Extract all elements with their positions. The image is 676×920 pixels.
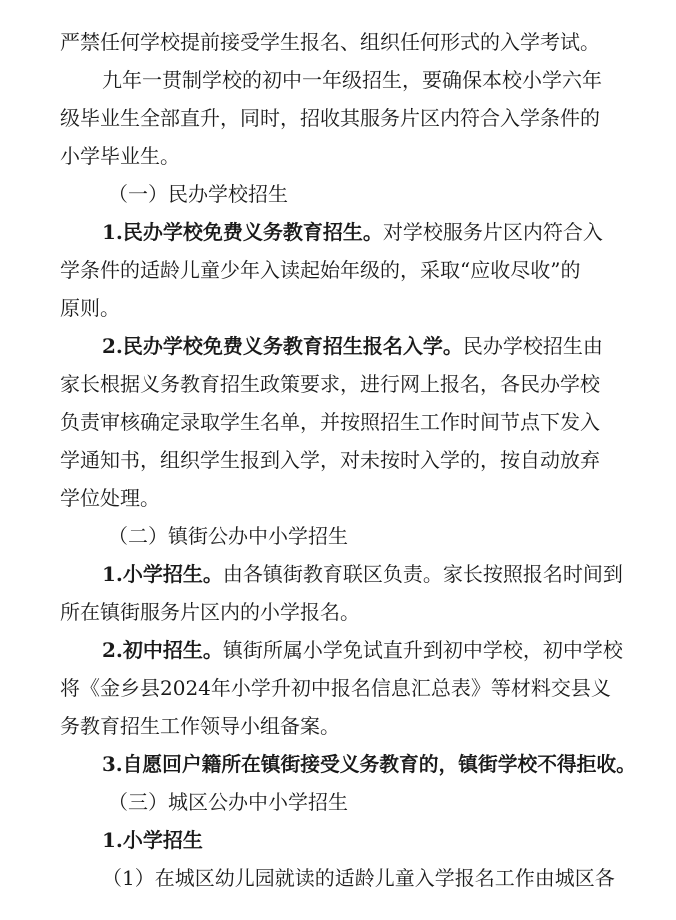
text-run: 将《金乡县2024年小学升初中报名信息汇总表》等材料交县义 xyxy=(60,676,611,700)
text-run: 学条件的适龄儿童少年入读起始年级的，采取“应收尽收”的 xyxy=(60,258,581,282)
text-run: （1）在城区幼儿园就读的适龄儿童入学报名工作由城区各 xyxy=(102,866,615,890)
text-run: 九年一贯制学校的初中一年级招生，要确保本校小学六年 xyxy=(102,68,602,92)
bold-lead-text: 1.小学招生 xyxy=(102,828,203,852)
text-line xyxy=(60,674,611,702)
paragraph-line xyxy=(102,864,615,892)
text-run: 小学毕业生。 xyxy=(60,144,180,168)
paragraph-line xyxy=(102,636,623,664)
text-line xyxy=(60,446,600,474)
text-line xyxy=(60,142,180,170)
section-heading xyxy=(108,788,348,816)
text-run: 负责审核确定录取学生名单，并按照招生工作时间节点下发入 xyxy=(60,410,600,434)
section-heading xyxy=(108,522,348,550)
text-run: 务教育招生工作领导小组备案。 xyxy=(60,714,340,738)
bold-lead-text: 2.民办学校免费义务教育招生报名入学。 xyxy=(102,334,463,358)
text-run: （三）城区公办中小学招生 xyxy=(108,790,348,814)
text-run: 所在镇街服务片区内的小学报名。 xyxy=(60,600,360,624)
bold-lead-text: 1.小学招生。 xyxy=(102,562,223,586)
text-line xyxy=(60,294,120,322)
text-run: 民办学校招生由 xyxy=(462,334,603,358)
paragraph-line xyxy=(102,66,602,94)
text-run: 严禁任何学校提前接受学生报名、组织任何形式的入学考试。 xyxy=(60,30,600,54)
text-run: 学位处理。 xyxy=(60,486,160,510)
text-run: 学通知书，组织学生报到入学，对未按时入学的，按自动放弃 xyxy=(60,448,600,472)
text-run: （二）镇街公办中小学招生 xyxy=(108,524,348,548)
text-line xyxy=(60,256,580,284)
section-heading xyxy=(108,180,288,208)
text-line xyxy=(60,484,160,512)
text-run: 由各镇街教育联区负责。家长按照报名时间到 xyxy=(222,562,623,586)
text-line xyxy=(60,408,600,436)
bold-lead-text: 3.自愿回户籍所在镇街接受义务教育的，镇街学校不得拒收。 xyxy=(102,752,636,776)
text-run: 对学校服务片区内符合入 xyxy=(382,220,603,244)
bold-lead-text: 2.初中招生。 xyxy=(102,638,223,662)
bold-lead-text: 1.民办学校免费义务教育招生。 xyxy=(102,220,383,244)
text-line xyxy=(60,370,600,398)
paragraph-line xyxy=(102,218,603,246)
paragraph-line xyxy=(102,826,203,854)
text-line xyxy=(60,598,360,626)
text-run: 镇街所属小学免试直升到初中学校，初中学校 xyxy=(222,638,623,662)
paragraph-line xyxy=(102,750,636,778)
paragraph-line xyxy=(102,332,603,360)
text-line xyxy=(60,712,340,740)
text-line xyxy=(60,28,600,56)
paragraph-line xyxy=(102,560,623,588)
text-run: 家长根据义务教育招生政策要求，进行网上报名，各民办学校 xyxy=(60,372,600,396)
text-run: 级毕业生全部直升，同时，招收其服务片区内符合入学条件的 xyxy=(60,106,600,130)
text-line xyxy=(60,104,600,132)
text-run: （一）民办学校招生 xyxy=(108,182,288,206)
text-run: 原则。 xyxy=(60,296,120,320)
